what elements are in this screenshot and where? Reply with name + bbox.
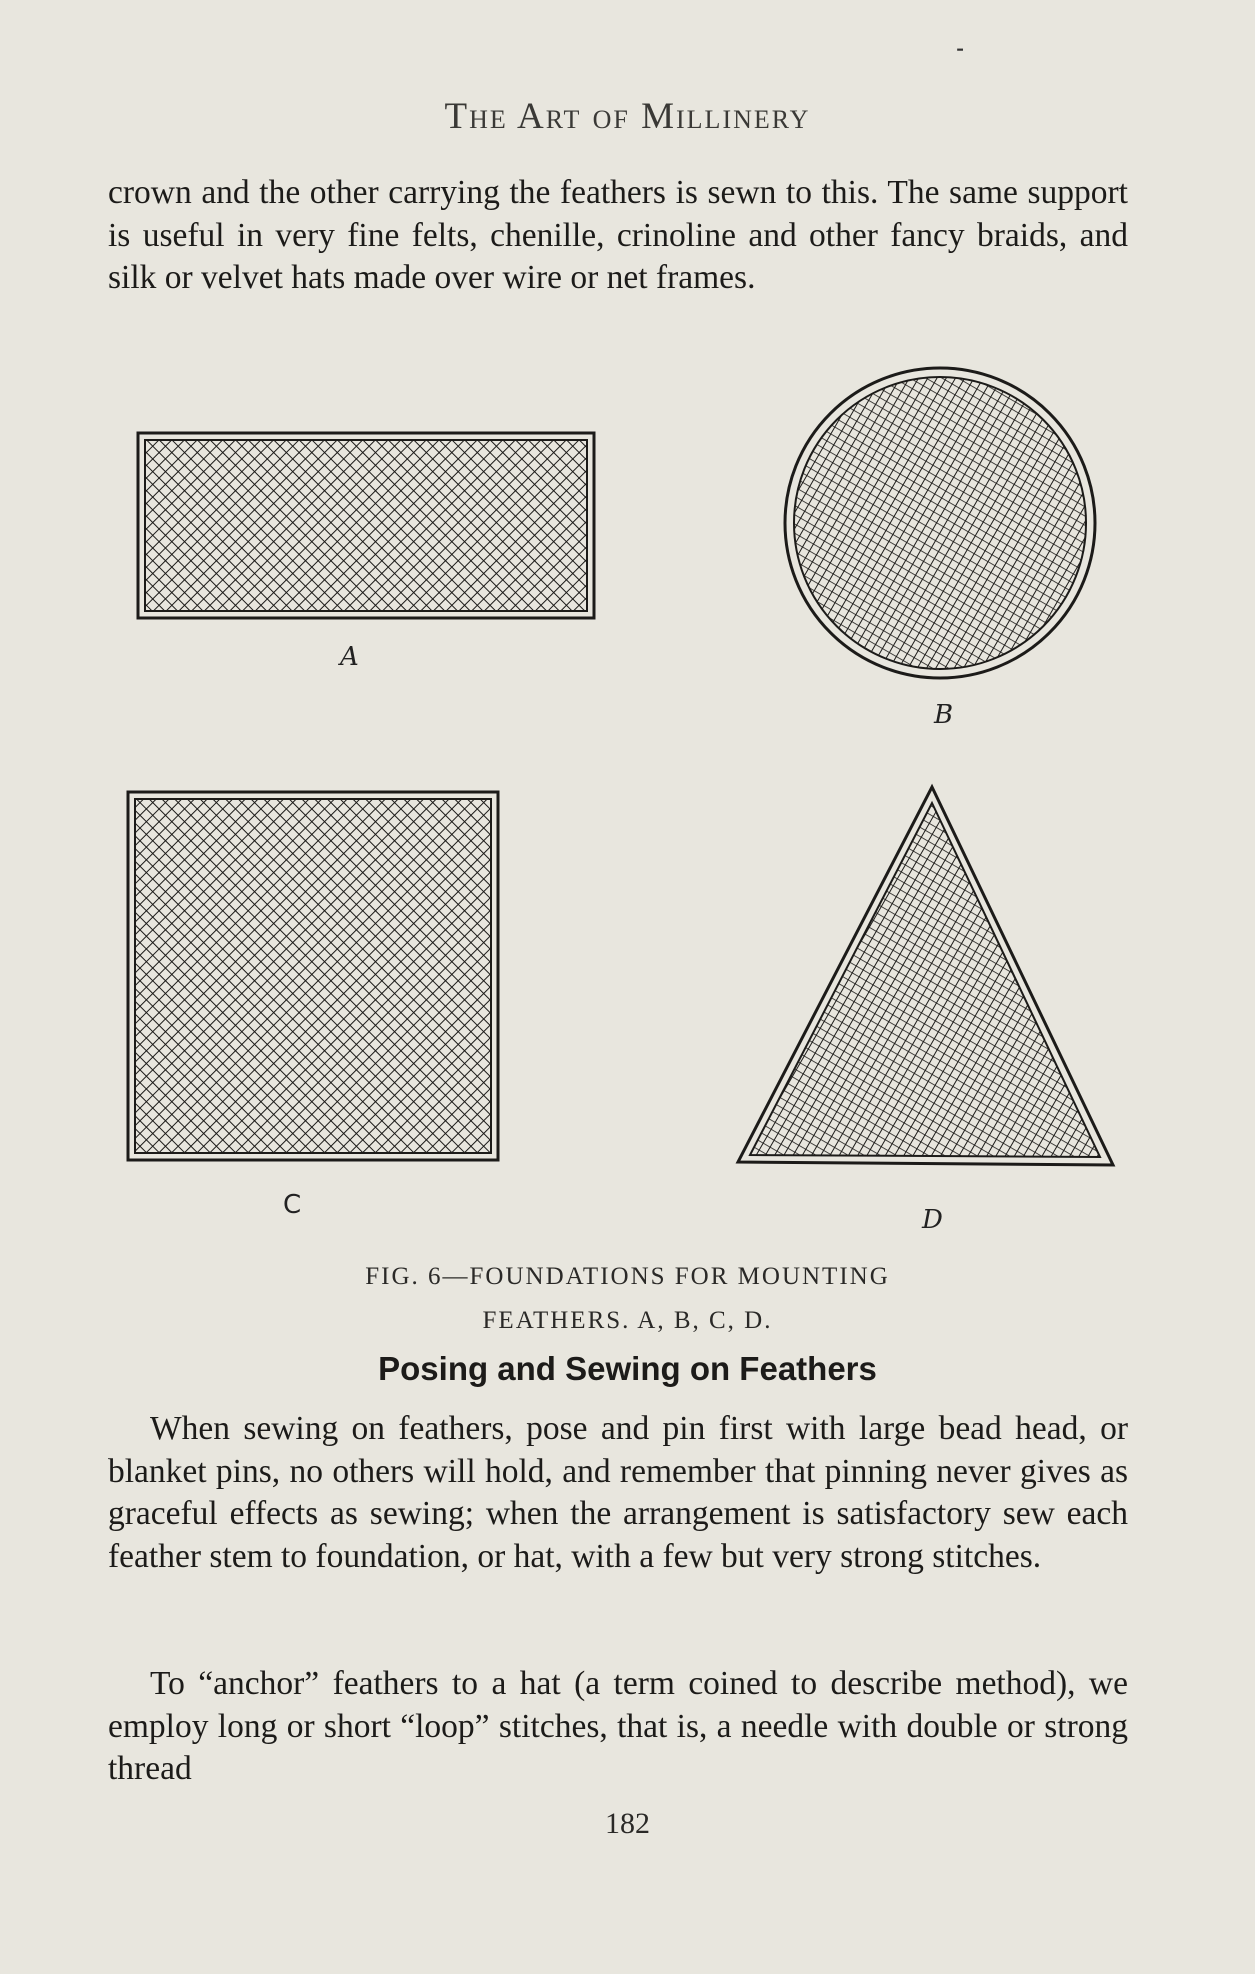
foundation-triangle [738,787,1113,1165]
figure-label-d: D [922,1205,943,1235]
section-heading: Posing and Sewing on Feathers [378,1350,877,1387]
paragraph-3: To “anchor” feathers to a hat (a term coined to describe method), we employ long or short “loop” stitches, that is, a needle with double or strong thread [108,1665,1128,1787]
figure-caption-line-2: FEATHERS. A, B, C, D. [482,1307,773,1334]
figure-label-c: C [283,1190,302,1220]
paragraph-2: When sewing on feathers, pose and pin first with large bead head, or blanket pins, no others will hold, and remember that pinning never gives as graceful effects as sewing; when the arrangement is satisfactory sew each feather stem to foundation, or hat, with a few but very strong stitches. [108,1410,1128,1575]
page-number: 182 [605,1807,650,1840]
paragraph-1: crown and the other carrying the feathers is sewn to this. The same support is useful in very fine felts, chenille, crinoline and other fancy braids, and silk or velvet hats made over wire or net frames. [108,174,1128,296]
foundation-rectangle [138,433,594,618]
foundation-circle [785,368,1095,678]
figure-label-b: B [934,700,954,730]
corner-mark: ⁃ [955,40,965,62]
figure-caption-line-1: FIG. 6—FOUNDATIONS FOR MOUNTING [365,1263,890,1290]
foundation-square [128,792,498,1160]
running-head: The Art of Millinery [444,96,811,137]
figure-label-a: A [340,642,359,672]
